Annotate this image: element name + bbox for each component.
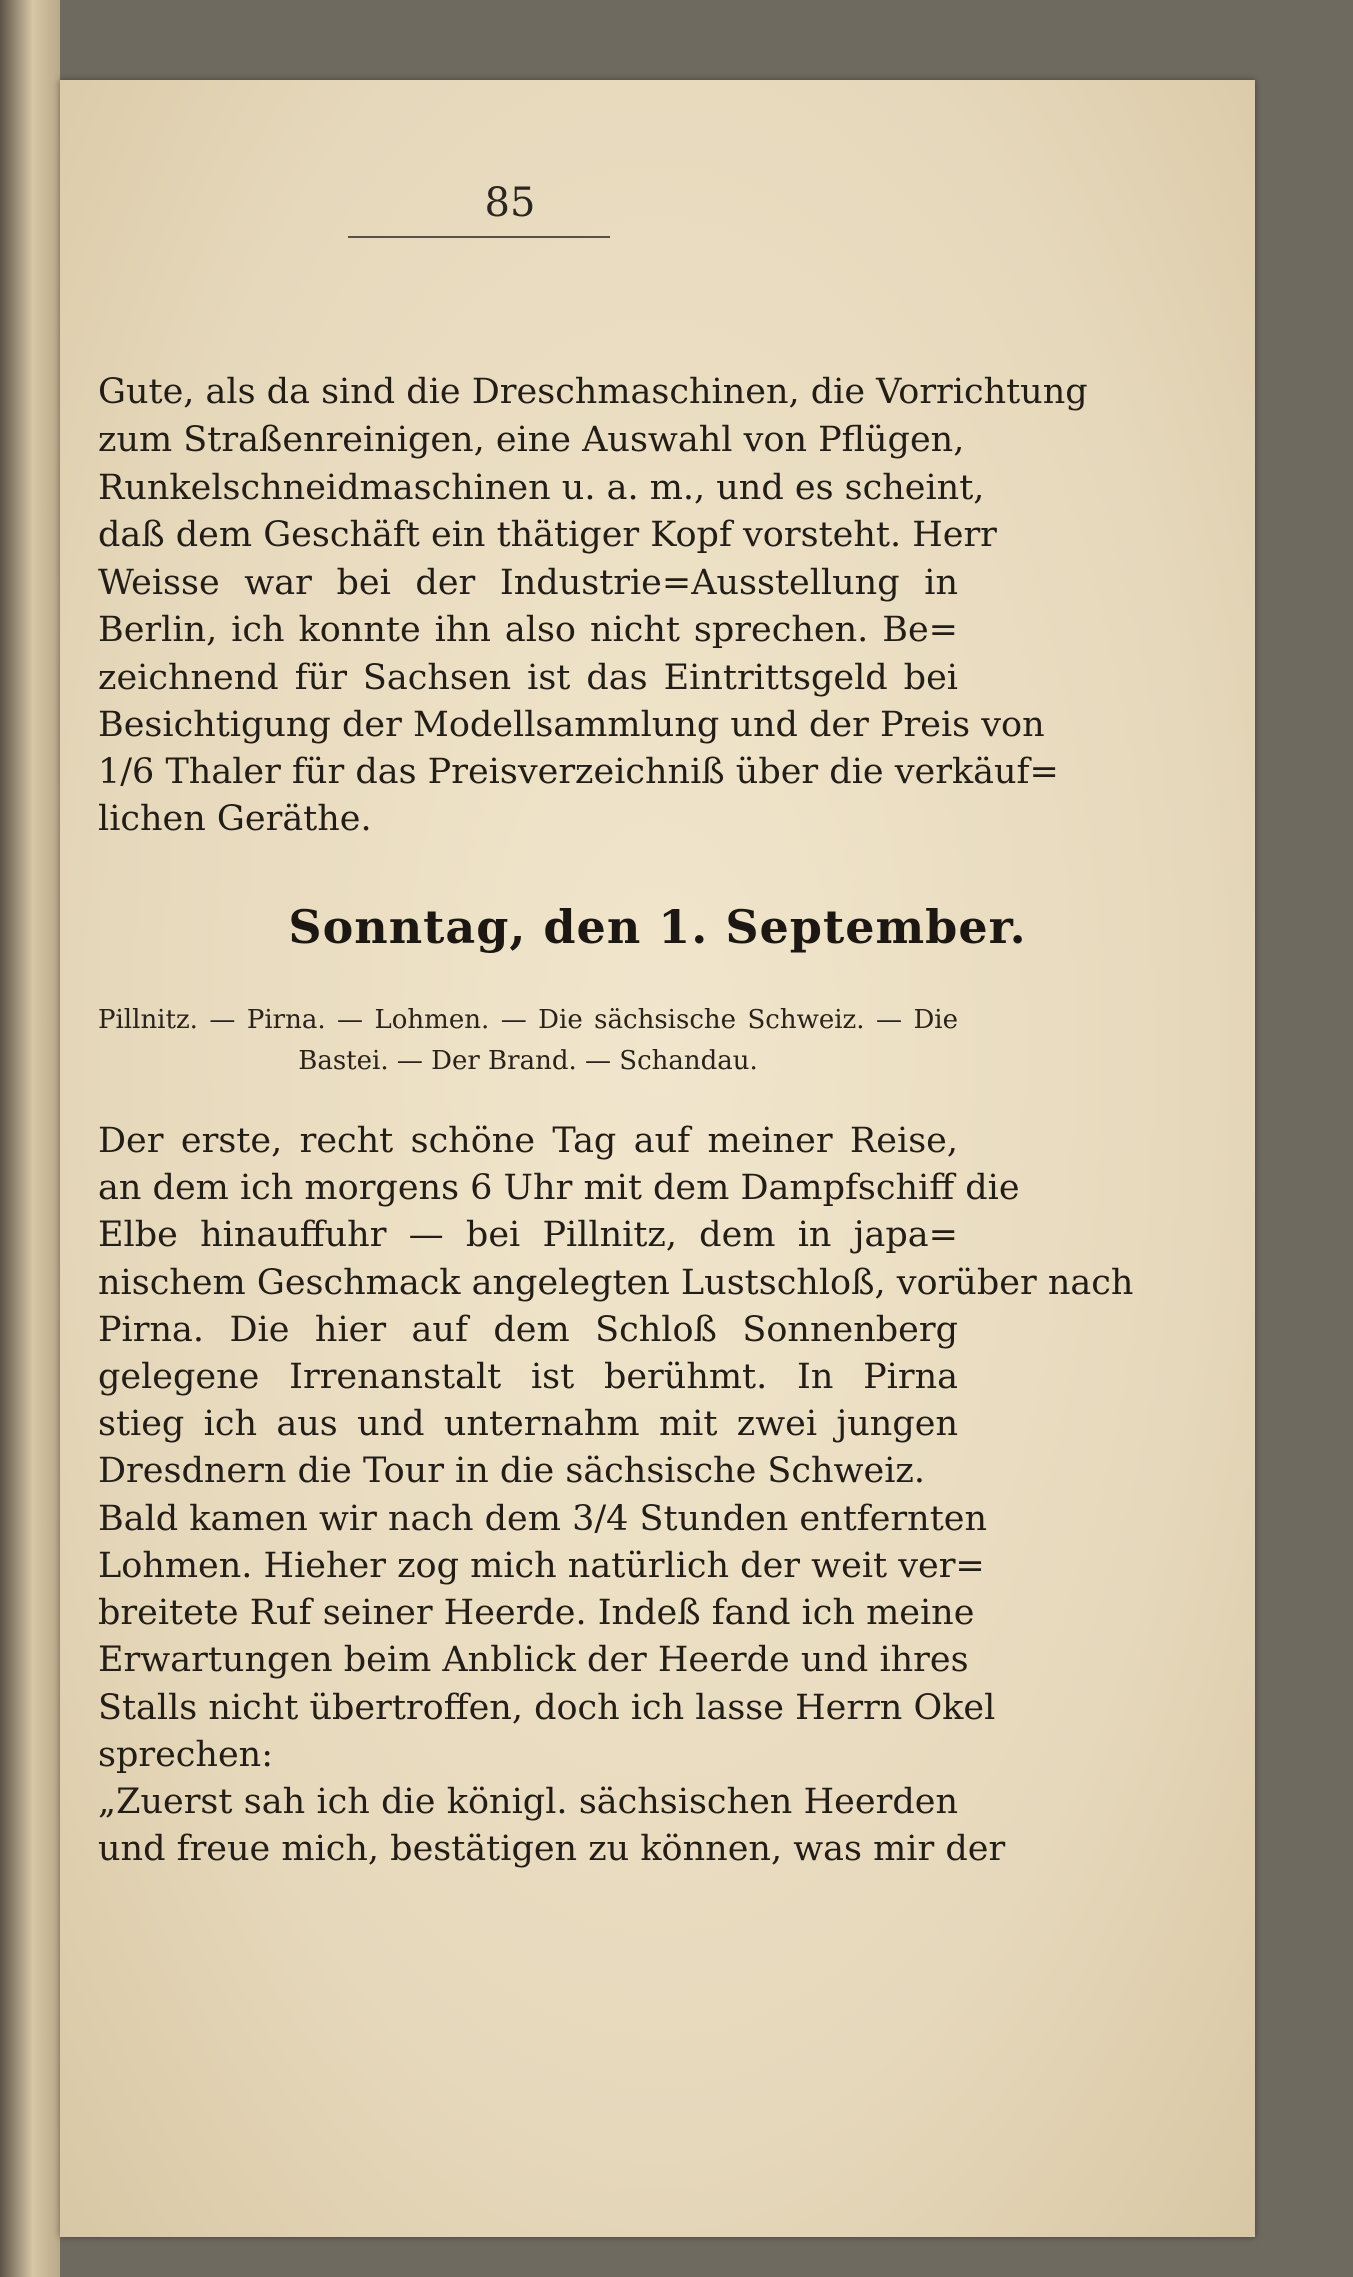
text-line: Der erste, recht schöne Tag auf meiner Reise, xyxy=(98,1121,958,1161)
text-line: Dresdnern die Tour in die sächsische Schweiz. xyxy=(98,1451,925,1491)
text-line: Besichtigung der Modellsammlung und der Preis von xyxy=(98,705,1045,745)
text-line: lichen Geräthe. xyxy=(98,799,372,839)
book-spine-edge xyxy=(0,0,60,2277)
text-line: „Zuerst sah ich die königl. sächsischen Heerden xyxy=(98,1782,958,1822)
text-line: stieg ich aus und unternahm mit zwei jungen xyxy=(98,1404,958,1444)
text-line: Weisse war bei der Industrie=Ausstellung in xyxy=(98,563,958,603)
page-number: 85 xyxy=(484,180,536,226)
text-line: zum Straßenreinigen, eine Auswahl von Pflügen, xyxy=(98,420,965,460)
chapter-summary-line: Pillnitz. — Pirna. — Lohmen. — Die sächsische Schweiz. — Die xyxy=(98,1005,958,1035)
text-line: Gute, als da sind die Dreschmaschinen, die Vorrichtung xyxy=(98,372,1088,412)
text-line: 1/6 Thaler für das Preisverzeichniß über die verkäuf= xyxy=(98,752,1059,792)
text-line: Erwartungen beim Anblick der Heerde und ihres xyxy=(98,1640,969,1680)
text-line: Pirna. Die hier auf dem Schloß Sonnenberg xyxy=(98,1310,958,1350)
text-line: zeichnend für Sachsen ist das Eintrittsgeld bei xyxy=(98,658,958,698)
text-line: Stalls nicht übertroffen, doch ich lasse Herrn Okel xyxy=(98,1688,996,1728)
text-line: Berlin, ich konnte ihn also nicht sprechen. Be= xyxy=(98,610,958,650)
chapter-summary-line: Bastei. — Der Brand. — Schandau. xyxy=(298,1046,758,1076)
text-line: daß dem Geschäft ein thätiger Kopf vorsteht. Herr xyxy=(98,515,997,555)
text-line: sprechen: xyxy=(98,1735,273,1775)
header-rule xyxy=(348,236,610,238)
text-line: Runkelschneidmaschinen u. a. m., und es scheint, xyxy=(98,468,985,508)
text-line: gelegene Irrenanstalt ist berühmt. In Pirna xyxy=(98,1357,958,1397)
text-line: an dem ich morgens 6 Uhr mit dem Dampfschiff die xyxy=(98,1168,1020,1208)
text-line: Lohmen. Hieher zog mich natürlich der weit ver= xyxy=(98,1546,985,1586)
text-line: nischem Geschmack angelegten Lustschloß, vorüber nach xyxy=(98,1263,1134,1303)
text-line: breitete Ruf seiner Heerde. Indeß fand ich meine xyxy=(98,1593,975,1633)
section-heading: Sonntag, den 1. September. xyxy=(288,900,1027,954)
text-line: und freue mich, bestätigen zu können, was mir der xyxy=(98,1829,1006,1869)
text-line: Bald kamen wir nach dem 3/4 Stunden entfernten xyxy=(98,1499,988,1539)
text-line: Elbe hinauffuhr — bei Pillnitz, dem in japa= xyxy=(98,1215,958,1255)
